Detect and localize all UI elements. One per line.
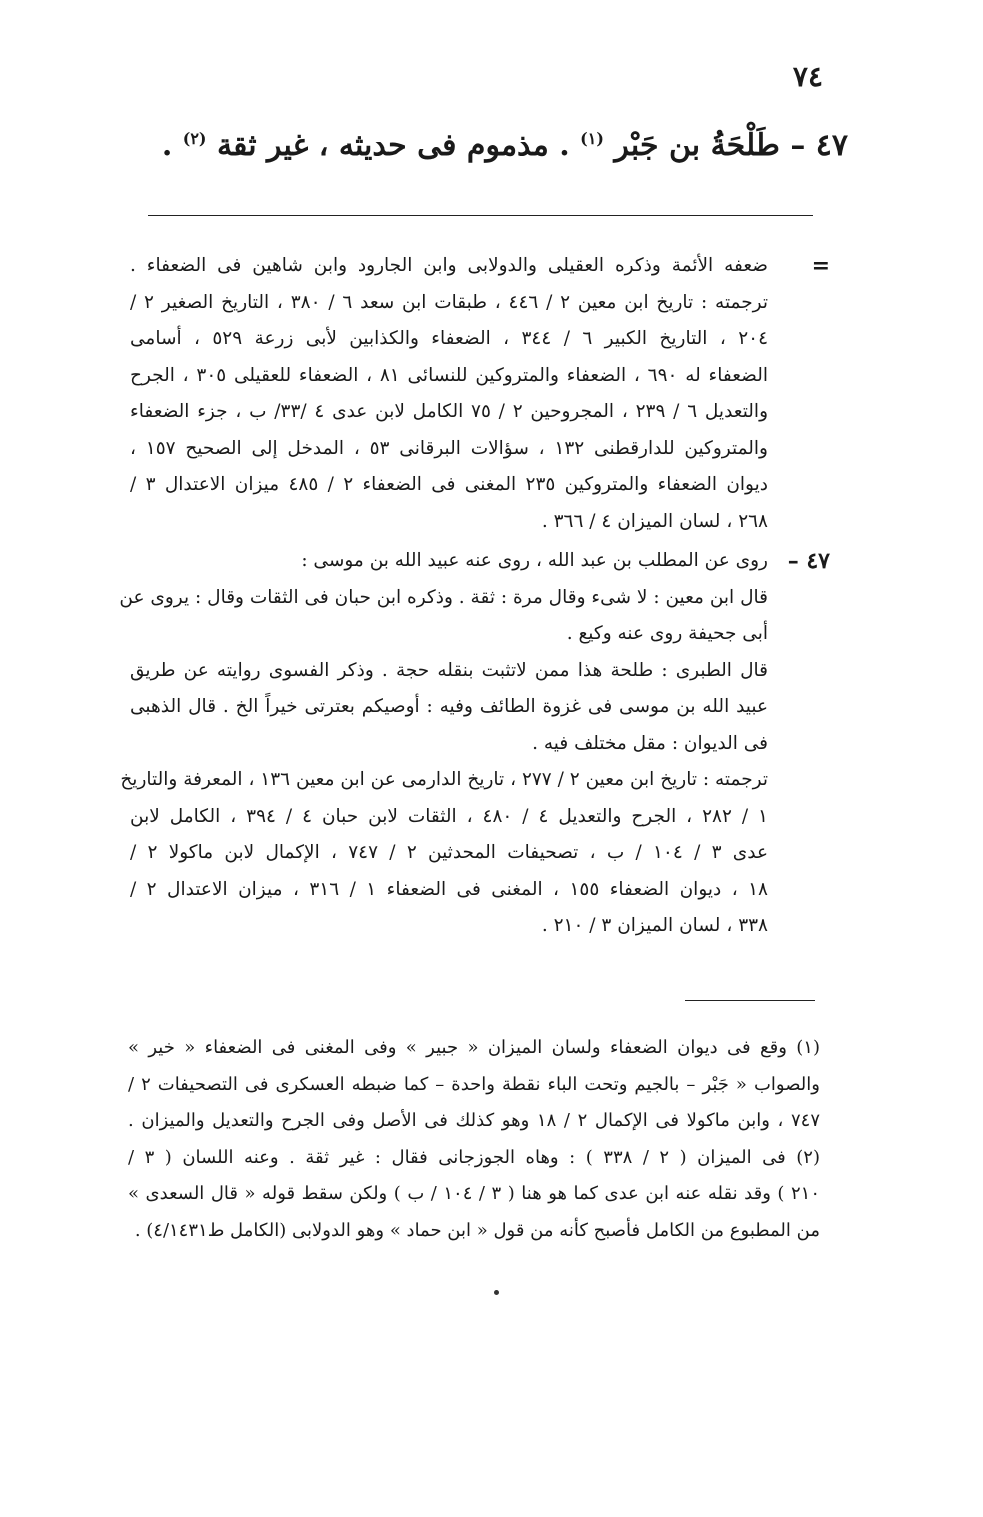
footnotes-section (128, 1030, 820, 1249)
footnote-line: ٧٤٧ ، وابن ماكولا فى الإكمال ٢ / ١٨ وهو كذلك فى الأصل وفى الجرح والتعديل والميزان . (128, 1110, 820, 1131)
header-divider (148, 215, 813, 216)
note-line: ترجمته : تاريخ ابن معين ٢ / ٢٧٧ ، تاريخ الدارمى عن ابن معين ١٣٦ ، المعرفة والتاريخ (120, 769, 768, 790)
note-line: فى الديوان : مقل مختلف فيه . (532, 732, 768, 754)
footnote-divider (685, 1000, 815, 1001)
note-line: والمتروكين للدارقطنى ١٣٢ ، سؤالات البرقانى ٥٣ ، المدخل إلى الصحيح ١٥٧ ، (130, 437, 768, 459)
note-number: ٤٧ – (787, 548, 830, 574)
note-line: أبى جحيفة روى عنه وكيع . (566, 623, 768, 644)
footnote-ref-1: (١) (580, 129, 604, 148)
note-continued (130, 248, 830, 540)
note-line: والتعديل ٦ / ٢٣٩ ، المجروحين ٢ / ٧٥ الكامل لابن عدى ٤ /٣٣/ ب ، جزء الضعفاء (130, 401, 769, 422)
footnote-line: (٢) فى الميزان ( ٢ / ٣٣٨ ) : وهاه الجوزجانى فقال : غير ثقة . وعنه اللسان ( ٣ / (128, 1146, 820, 1168)
continuation-marker: = (811, 253, 830, 279)
entry-number: ٤٧ (815, 128, 848, 163)
entry-dash: – (790, 128, 806, 163)
footnote-ref-2: (٢) (182, 129, 207, 148)
entry-name: طَلْحَةُ بن جَبْر (614, 128, 780, 163)
note-line: ٢٦٨ ، لسان الميزان ٤ / ٣٦٦ . (541, 510, 768, 532)
footnote-line: والصواب « جَبْر – بالجيم وتحت الباء نقطة واحدة – كما ضبطه العسكرى فى التصحيفات ٢ / (128, 1073, 820, 1095)
note-line: ١٨ ، ديوان الضعفاء ١٥٥ ، المغنى فى الضعفاء ١ / ٣١٦ ، ميزان الاعتدال ٢ / (130, 878, 768, 900)
note-47 (119, 543, 830, 945)
note-line: قال ابن معين : لا شىء وقال مرة : ثقة . وذكره ابن حبان فى الثقات وقال : يروى عن (119, 586, 768, 608)
entry-description: . مذموم فى حديثه ، غير ثقة (216, 128, 570, 163)
note-line: ١ / ٢٨٢ ، الجرح والتعديل ٤ / ٤٨٠ ، الثقات لابن حبان ٤ / ٣٩٤ ، الكامل لابن (130, 805, 768, 827)
notes-section (119, 248, 830, 948)
page-number: ٧٤ (792, 60, 823, 93)
page-dot (494, 1290, 499, 1295)
note-line: الضعفاء له ٦٩٠ ، الضعفاء والمتروكين للنسائى ٨١ ، الضعفاء للعقيلى ٣٠٥ ، الجرح (130, 364, 769, 386)
note-line: ترجمته : تاريخ ابن معين ٢ / ٤٤٦ ، طبقات ابن سعد ٦ / ٣٨٠ ، التاريخ الصغير ٢ / (130, 291, 769, 313)
entry-heading (148, 128, 848, 163)
note-line: ٢٠٤ ، التاريخ الكبير ٦ / ٣٤٤ ، الضعفاء والكذابين لأبى زرعة ٥٢٩ ، أسامى (130, 328, 769, 349)
footnote-line: من المطبوع من الكامل فأصبح كأنه من قول « ابن حماد » وهو الدولابى (الكامل ط٤/١٤٣١) . (134, 1219, 820, 1241)
note-line: عدى ٣ / ١٠٤ / ب ، تصحيفات المحدثين ٢ / ٧٤٧ ، الإكمال لابن ماكولا ٢ / (130, 842, 769, 863)
note-line: ٣٣٨ ، لسان الميزان ٣ / ٢١٠ . (541, 915, 768, 936)
note-line: قال الطبرى : طلحة هذا ممن لاتثبت بنقله حجة . وذكر الفسوى روايته عن طريق (130, 659, 768, 681)
entry-end: . (161, 128, 173, 163)
note-line: عبيد الله بن موسى فى غزوة الطائف وفيه : أوصيكم بعترتى خيراً الخ . قال الذهبى (130, 696, 768, 717)
footnote-line: (١) وقع فى ديوان الضعفاء ولسان الميزان « جبير » وفى المغنى فى الضعفاء « خير » (128, 1037, 820, 1058)
note-line: ضعفه الأئمة وذكره العقيلى والدولابى وابن الجارود وابن شاهين فى الضعفاء . (130, 255, 768, 276)
footnote-line: ٢١٠ ) وقد نقله عنه ابن عدى كما هو هنا ( ٣ / ١٠٤ / ب ) ولكن سقط قوله « قال السعدى » (128, 1183, 820, 1204)
note-line: روى عن المطلب بن عبد الله ، روى عنه عبيد الله بن موسى : (301, 550, 768, 571)
note-line: ديوان الضعفاء والمتروكين ٢٣٥ المغنى فى الضعفاء ٢ / ٤٨٥ ميزان الاعتدال ٣ / (130, 474, 769, 495)
